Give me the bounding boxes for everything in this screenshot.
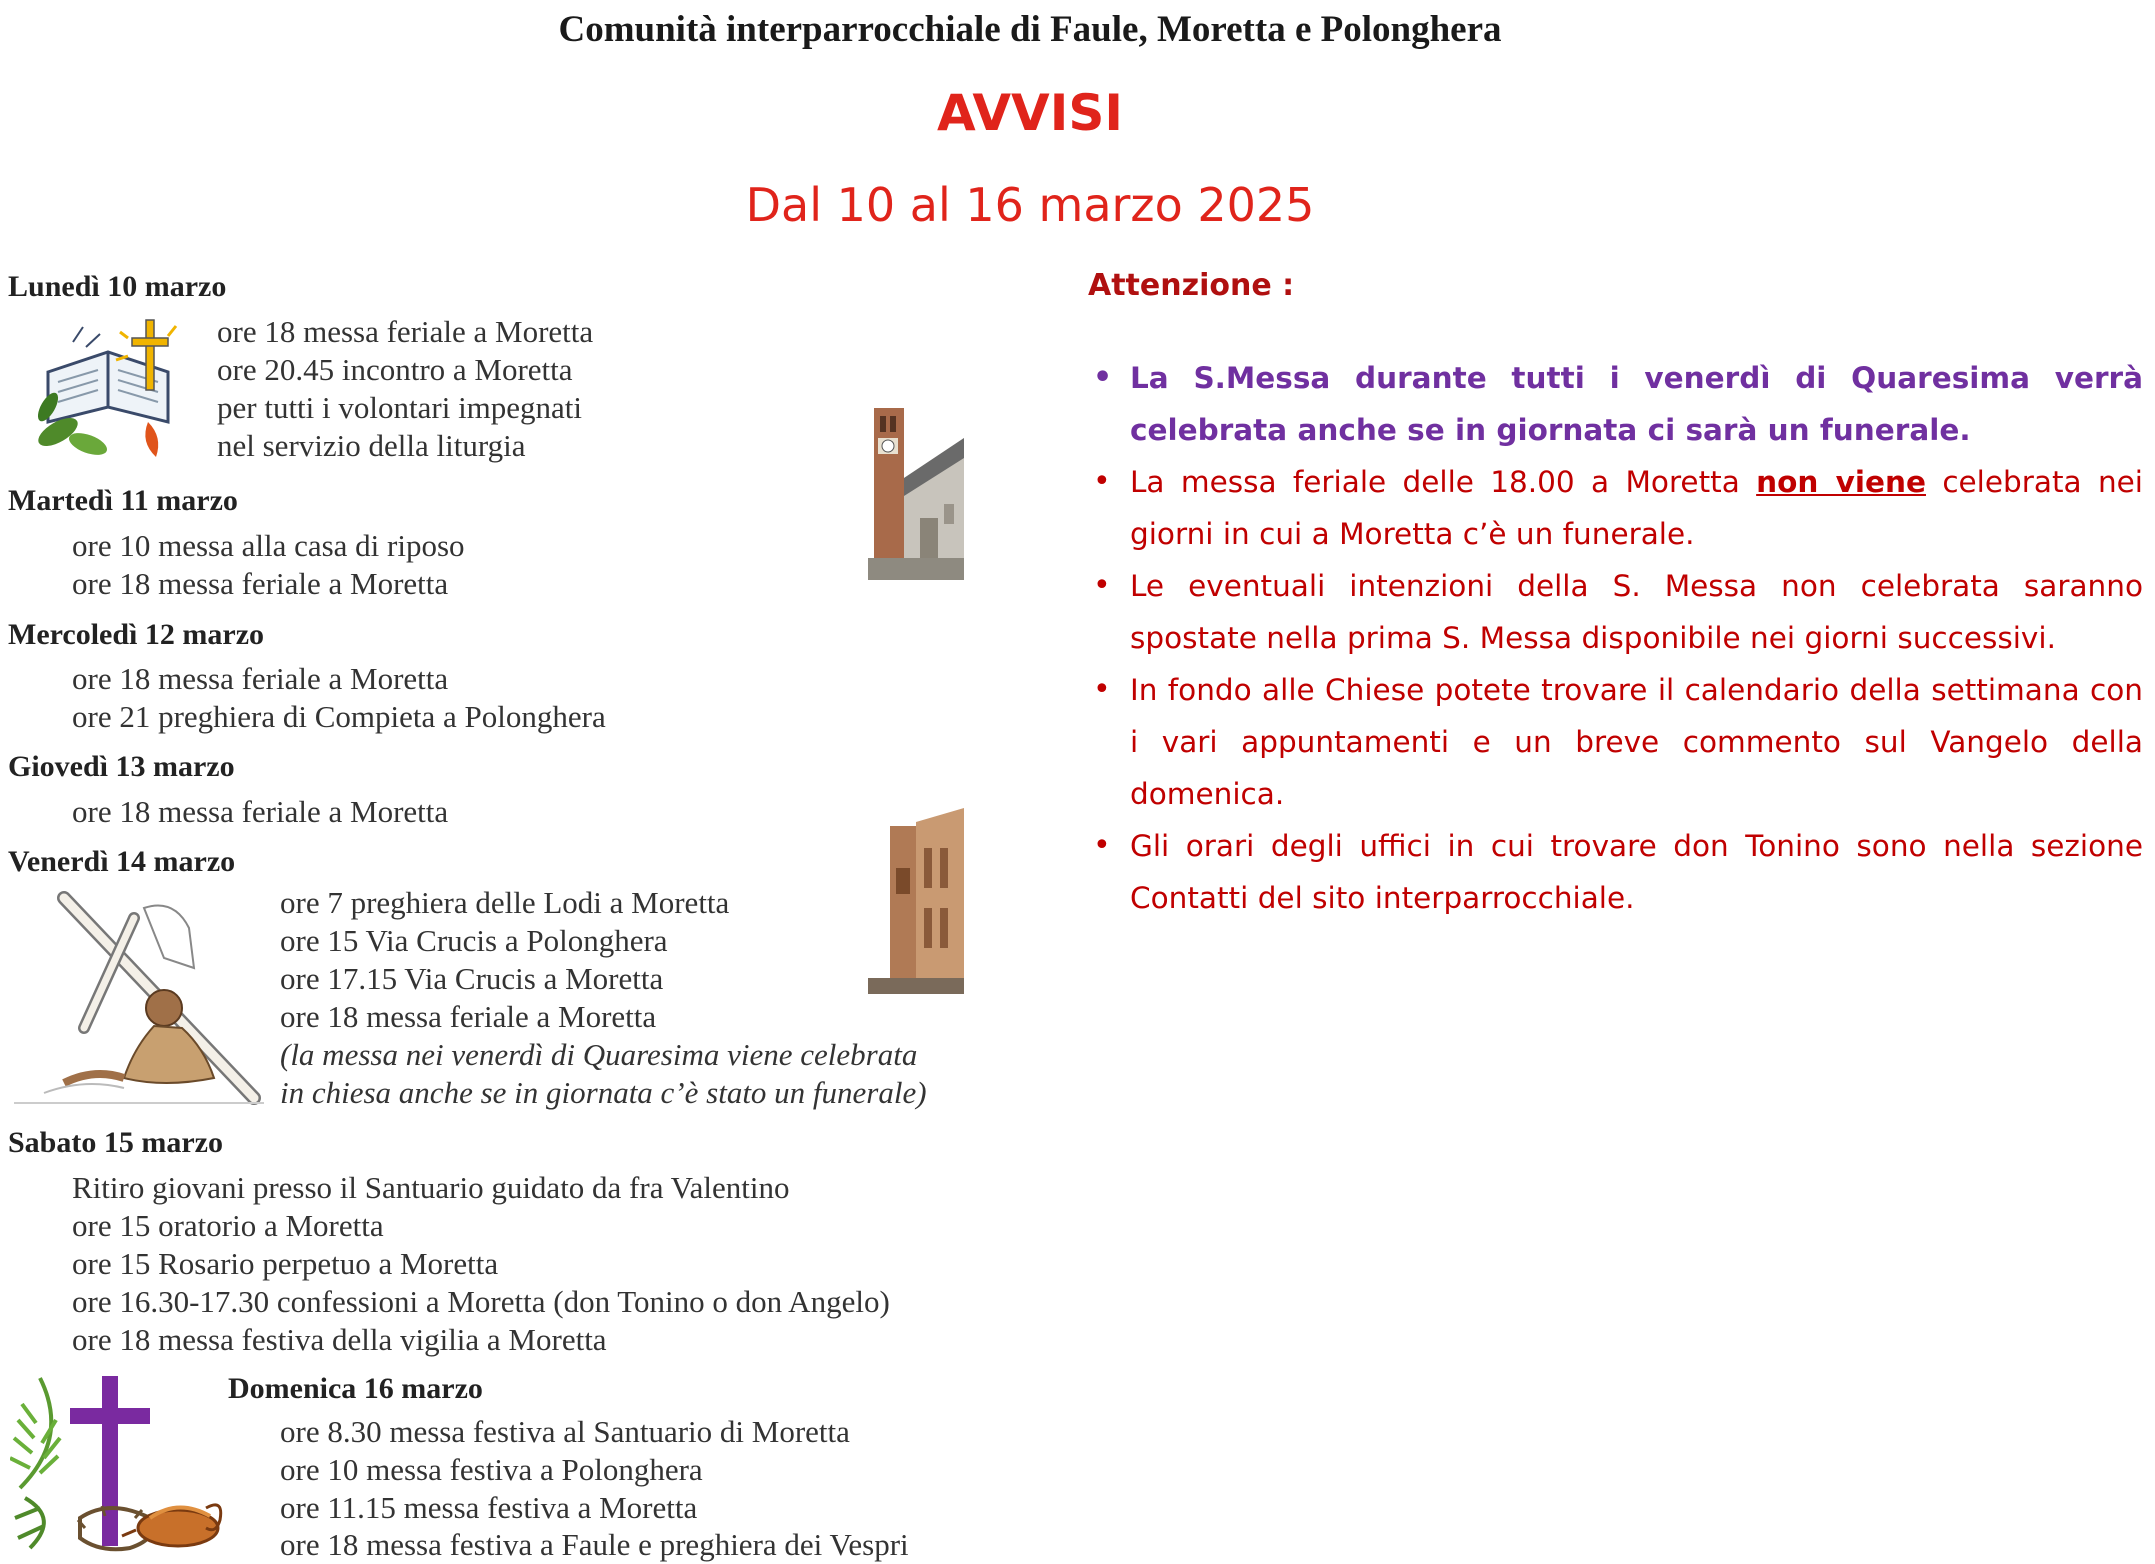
- schedule-line: ore 21 preghiera di Compieta a Polonghera: [72, 699, 606, 734]
- schedule-line: ore 15 Via Crucis a Polonghera: [280, 923, 668, 958]
- list-item: [1088, 456, 2143, 560]
- schedule-line: per tutti i volontari impegnati: [217, 390, 583, 425]
- community-title: Comunità interparrocchiale di Faule, Moretta e Polonghera: [558, 9, 1502, 50]
- schedule-line: ore 8.30 messa festiva al Santuario di Moretta: [280, 1414, 850, 1449]
- schedule-line: nel servizio della liturgia: [217, 428, 526, 463]
- notice-text: In fondo alle Chiese potete trovare il calendario della settimana con i vari appuntamenti e un breve commento sul Vangelo della domenica.: [1130, 673, 2143, 811]
- notices-heading: Attenzione :: [1088, 268, 1295, 303]
- via-crucis-icon: [4, 878, 274, 1108]
- schedule-line: ore 18 messa feriale a Moretta: [72, 661, 449, 696]
- list-item: [1088, 352, 2143, 456]
- schedule-line: ore 7 preghiera delle Lodi a Moretta: [280, 885, 730, 920]
- schedule-line: ore 17.15 Via Crucis a Moretta: [280, 961, 664, 996]
- schedule-line: ore 11.15 messa festiva a Moretta: [280, 1490, 698, 1525]
- bible-cross-icon: [28, 312, 188, 462]
- page-title: AVVISI: [937, 84, 1123, 142]
- notice-text: Le eventuali intenzioni della S. Messa non celebrata saranno spostate nella prima S. Messa disponibile nei giorni successivi.: [1130, 569, 2143, 655]
- bullet-icon: •: [1093, 360, 1113, 395]
- date-range: Dal 10 al 16 marzo 2025: [745, 178, 1315, 232]
- list-item: [1088, 664, 2143, 820]
- day-heading-wednesday: Mercoledì 12 marzo: [8, 618, 265, 651]
- bullet-icon: •: [1093, 464, 1111, 499]
- schedule-line: ore 18 messa festiva della vigilia a Moretta: [72, 1322, 607, 1357]
- purple-cross-icon: [10, 1368, 230, 1564]
- notice-text: La messa feriale delle 18.00 a Moretta: [1130, 465, 1757, 499]
- list-item: [1088, 820, 2143, 924]
- bullet-icon: •: [1093, 672, 1111, 707]
- bullet-icon: •: [1093, 828, 1111, 863]
- day-heading-sunday: Domenica 16 marzo: [228, 1372, 483, 1405]
- schedule-line: ore 15 oratorio a Moretta: [72, 1208, 384, 1243]
- schedule-line: ore 18 messa feriale a Moretta: [72, 794, 449, 829]
- schedule-line: ore 18 messa feriale a Moretta: [217, 314, 594, 349]
- schedule-line: ore 18 messa feriale a Moretta: [72, 566, 449, 601]
- day-heading-monday: Lunedì 10 marzo: [8, 270, 227, 303]
- schedule-line: ore 16.30-17.30 confessioni a Moretta (don Tonino o don Angelo): [72, 1284, 890, 1319]
- schedule-line: ore 18 messa festiva a Faule e preghiera dei Vespri: [280, 1527, 909, 1562]
- day-heading-thursday: Giovedì 13 marzo: [8, 750, 235, 783]
- schedule-line: ore 20.45 incontro a Moretta: [217, 352, 573, 387]
- schedule-line: ore 10 messa festiva a Polonghera: [280, 1452, 703, 1487]
- list-item: [1088, 560, 2143, 664]
- day-heading-saturday: Sabato 15 marzo: [8, 1126, 223, 1159]
- notice-text: celebrata nei giorni in cui a Moretta c’è un funerale.: [1130, 465, 2143, 551]
- day-heading-friday: Venerdì 14 marzo: [8, 845, 236, 878]
- notices-list: [1088, 352, 2143, 924]
- schedule-line: ore 15 Rosario perpetuo a Moretta: [72, 1246, 499, 1281]
- schedule-note: (la messa nei venerdì di Quaresima viene celebrata: [280, 1037, 918, 1072]
- day-heading-tuesday: Martedì 11 marzo: [8, 484, 238, 517]
- church-photo-icon: [868, 408, 964, 580]
- schedule-line: Ritiro giovani presso il Santuario guidato da fra Valentino: [72, 1170, 790, 1205]
- schedule-line: ore 10 messa alla casa di riposo: [72, 528, 465, 563]
- schedule-note: in chiesa anche se in giornata c’è stato un funerale): [280, 1075, 927, 1110]
- notice-text: La S.Messa durante tutti i venerdì di Quaresima verrà celebrata anche se in giornata ci sarà un funerale.: [1130, 361, 2143, 447]
- notice-text: Gli orari degli uffici in cui trovare don Tonino sono nella sezione Contatti del sito interparrocchiale.: [1130, 829, 2143, 915]
- schedule-line: ore 18 messa feriale a Moretta: [280, 999, 657, 1034]
- notice-emphasis: non viene: [1756, 465, 1926, 499]
- santuario-photo-icon: [868, 808, 964, 994]
- bullet-icon: •: [1093, 568, 1111, 603]
